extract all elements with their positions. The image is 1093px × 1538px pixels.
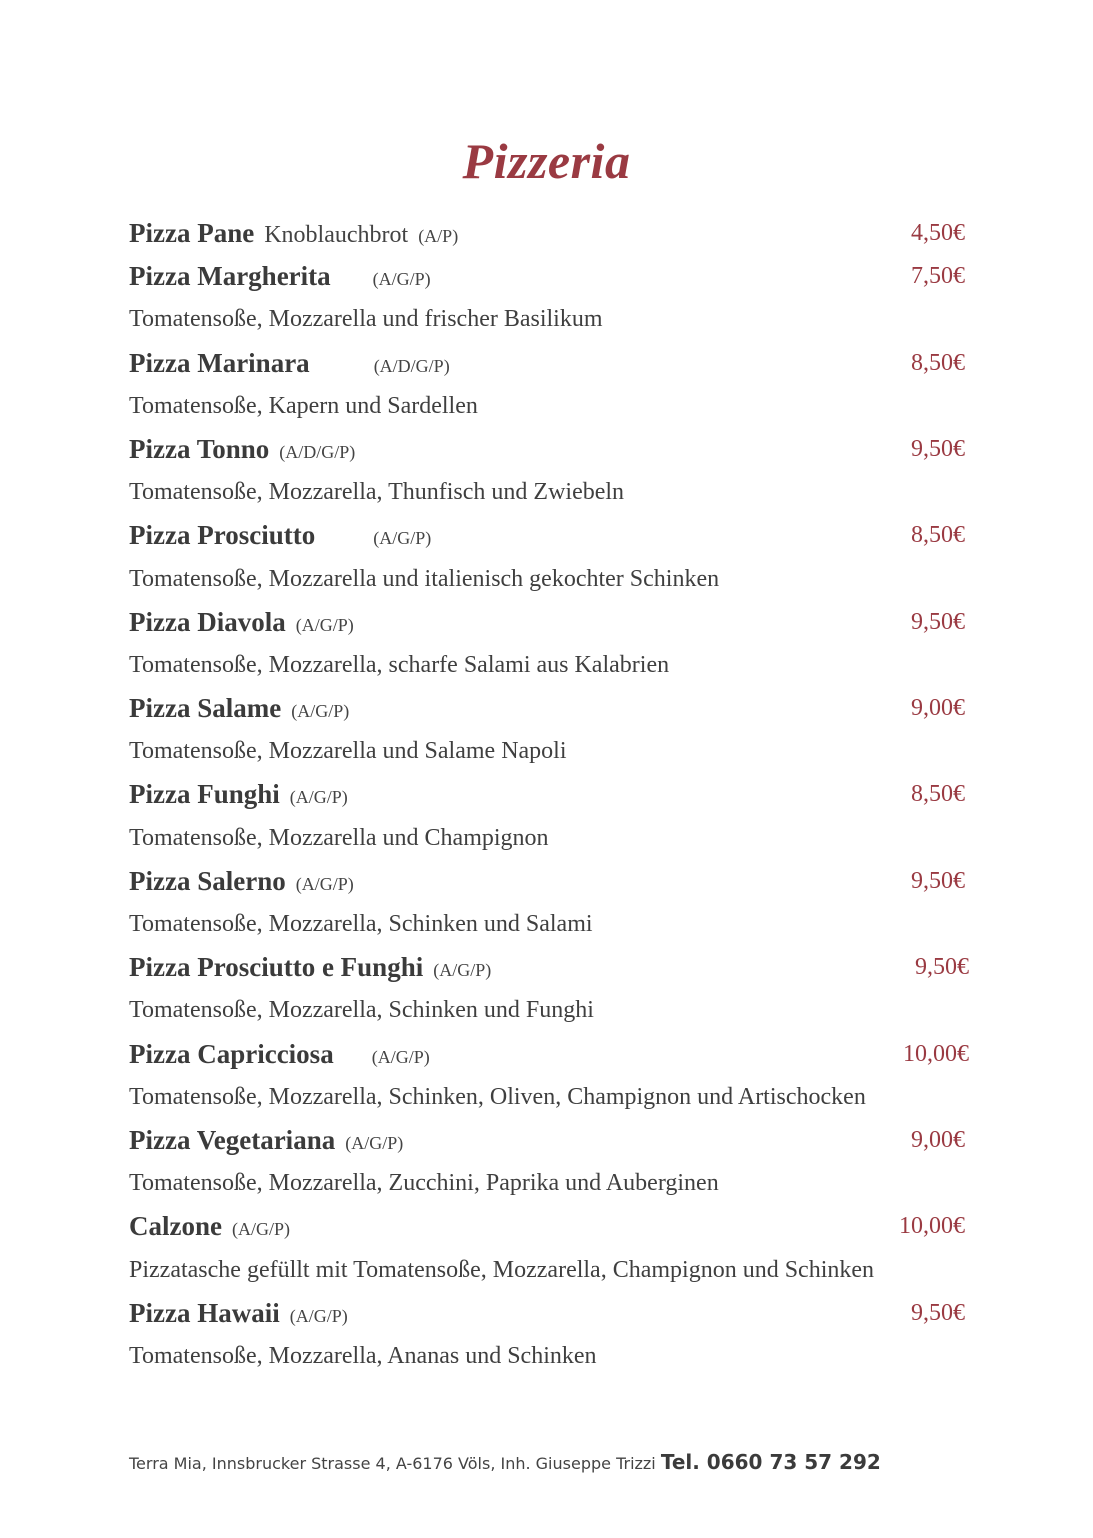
item-description: Tomatensoße, Mozzarella und italienisch gekochter Schinken	[129, 565, 720, 592]
item-price: 9,50€	[911, 608, 965, 635]
item-allergens: (A/G/P)	[291, 701, 350, 722]
item-description: Tomatensoße, Mozzarella, scharfe Salami aus Kalabrien	[129, 651, 670, 678]
item-name: Pizza Diavola	[129, 606, 286, 637]
item-description: Tomatensoße, Mozzarella, Ananas und Schinken	[129, 1342, 597, 1369]
item-description: Tomatensoße, Mozzarella und Salame Napoli	[129, 738, 567, 765]
footer	[129, 1450, 881, 1474]
menu-item-hawaii	[129, 1292, 969, 1378]
item-allergens: (A/G/P)	[345, 1132, 404, 1153]
item-description: Tomatensoße, Mozzarella, Schinken und Salami	[129, 911, 593, 937]
item-price: 9,50€	[915, 954, 969, 981]
item-price: 4,50€	[911, 220, 965, 246]
item-price: 7,50€	[911, 263, 965, 290]
item-allergens: (A/G/P)	[289, 1305, 348, 1326]
item-name: Pizza Marinara	[129, 347, 310, 378]
menu-item-prosciutto	[129, 514, 969, 600]
item-price: 8,50€	[911, 522, 965, 549]
item-name: Pizza Tonno	[129, 433, 270, 464]
item-name: Pizza Salerno	[129, 865, 286, 896]
item-name: Pizza Hawaii	[129, 1297, 280, 1328]
item-name: Pizza Prosciutto e Funghi	[129, 952, 424, 983]
item-name: Pizza Salame	[129, 693, 282, 724]
item-description: Tomatensoße, Mozzarella und Champignon	[129, 824, 549, 851]
menu-item-calzone	[129, 1205, 969, 1291]
item-price: 8,50€	[911, 781, 965, 808]
footer-phone: Tel. 0660 73 57 292	[660, 1450, 881, 1474]
item-description: Pizzatasche gefüllt mit Tomatensoße, Mozzarella, Champignon und Schinken	[129, 1256, 875, 1283]
item-description: Tomatensoße, Mozzarella, Thunfisch und Zwiebeln	[129, 479, 625, 506]
item-price: 9,50€	[911, 867, 965, 894]
page-title: Pizzeria	[462, 133, 631, 189]
item-name: Calzone	[129, 1211, 222, 1242]
item-allergens: (A/D/G/P)	[373, 355, 450, 376]
menu-list	[129, 212, 969, 1378]
menu-item-salame	[129, 687, 969, 773]
item-allergens: (A/G/P)	[231, 1219, 290, 1240]
menu-item-tonno	[129, 428, 969, 514]
menu-item-pane	[129, 212, 969, 255]
item-price: 9,00€	[911, 695, 965, 722]
item-name: Pizza Vegetariana	[129, 1124, 336, 1155]
item-description: Tomatensoße, Mozzarella und frischer Basilikum	[129, 306, 603, 333]
item-description: Tomatensoße, Kapern und Sardellen	[129, 392, 478, 419]
item-allergens: (A/G/P)	[372, 269, 431, 290]
menu-item-marinara	[129, 342, 969, 428]
item-allergens: (A/G/P)	[433, 960, 492, 981]
menu-item-vegetariana	[129, 1119, 969, 1205]
item-price: 10,00€	[899, 1213, 965, 1240]
menu-item-funghi	[129, 773, 969, 859]
item-allergens: (A/G/P)	[295, 614, 354, 635]
item-extra: Knoblauchbrot	[264, 222, 409, 248]
menu-item-prosciutto-funghi	[129, 946, 969, 1032]
item-name: Pizza Capricciosa	[129, 1038, 334, 1069]
item-description: Tomatensoße, Mozzarella, Schinken, Oliven, Champignon und Artischocken	[129, 1083, 866, 1110]
footer-address: Terra Mia, Innsbrucker Strasse 4, A-6176 Völs, Inh. Giuseppe Trizzi	[129, 1454, 656, 1473]
item-price: 9,50€	[911, 435, 965, 462]
menu-item-capricciosa	[129, 1033, 969, 1119]
item-price: 8,50€	[911, 349, 965, 376]
menu-item-salerno	[129, 860, 969, 946]
item-price: 9,00€	[911, 1126, 965, 1153]
item-allergens: (A/G/P)	[373, 528, 432, 549]
item-name: Pizza Pane	[129, 218, 255, 248]
item-description: Tomatensoße, Mozzarella, Zucchini, Paprika und Auberginen	[129, 1170, 719, 1197]
item-name: Pizza Funghi	[129, 779, 280, 810]
item-allergens: (A/D/G/P)	[279, 441, 356, 462]
item-name: Pizza Prosciutto	[129, 520, 316, 551]
item-allergens: (A/G/P)	[289, 787, 348, 808]
item-name: Pizza Margherita	[129, 261, 331, 292]
item-description: Tomatensoße, Mozzarella, Schinken und Funghi	[129, 997, 594, 1024]
menu-item-diavola	[129, 601, 969, 687]
item-allergens: (A/P)	[418, 226, 459, 246]
item-price: 10,00€	[903, 1040, 969, 1067]
menu-item-margherita	[129, 255, 969, 341]
item-allergens: (A/G/P)	[295, 873, 354, 894]
item-price: 9,50€	[911, 1299, 965, 1326]
item-allergens: (A/G/P)	[371, 1046, 430, 1067]
